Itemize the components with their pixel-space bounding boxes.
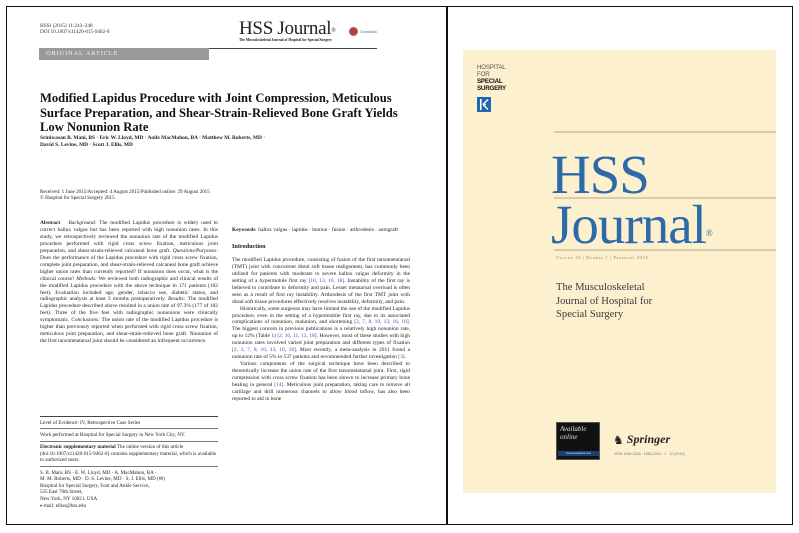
publication-history: Received: 1 June 2015/Accepted: 4 August 2015/Published online: 29 August 2015 © Hospital for Special Surgery 2015 — [40, 189, 210, 202]
cover-issue-info: Volume 10 | Number 1 | February 2014 — [556, 255, 649, 260]
supplementary-note: Electronic supplementary material The online version of this article (doi:10.1007/s11420-015-9462-8) contains supplementary material, which is available to authorized users. — [40, 444, 217, 464]
email-link[interactable]: e-mail: elliss@hss.edu — [40, 502, 87, 509]
footnotes — [40, 414, 218, 509]
citation-link[interactable]: [3] — [398, 354, 405, 361]
article-page — [7, 7, 446, 524]
hss-logo-text: HOSPITAL FOR SPECIAL SURGERY — [477, 64, 506, 92]
citation-link[interactable]: [14] — [274, 382, 284, 389]
header-rule — [207, 48, 377, 49]
crossmark-icon — [349, 27, 358, 36]
keywords: Keywords hallux valgus · lapidus · bunion · fusion · arthrodesis · autograft — [232, 227, 398, 233]
copyright: © Hospital for Special Surgery 2015 — [40, 195, 115, 202]
article-title: Modified Lapidus Procedure with Joint Compression, Meticulous Surface Preparation, and Shear-Strain-Relieved Bone Graft Yields Low Nonunion Rate — [40, 91, 398, 134]
citation-link[interactable]: [2, 10, 11, 13, 18] — [277, 333, 317, 340]
body-column — [232, 220, 410, 403]
intro-paragraph-1: The modified Lapidus procedure, consisting of fusion of the first tarsometatarsal (TMT) joint with concurrent distal soft tissue realignment, has commonly been utilized for patients with moderate to severe hallux valgus deformity in the setting of a hypermobile first ray [10, 13, 16, 18]. Instability of the first ray is believed to contribute to deformity and pain. Lesser metatarsal overload is often seen as a result of first ray instability. Arthrodesis of the first TMT joint with distal soft tissue procedures effectively resolves instability, deformity, and pain. — [232, 256, 410, 305]
article-meta — [40, 23, 110, 35]
journal-header — [239, 19, 336, 42]
citation-line: HSSJ (2015) 11:243–248 — [40, 23, 93, 29]
table-link[interactable]: 1 — [271, 333, 275, 340]
cover-rule — [554, 131, 776, 133]
panel-divider — [446, 6, 448, 525]
affiliations: S. B. Mani, BS · E. W. Lloyd, MD · A. MacMahon, BA · M. M. Roberts, MD · D. S. Levine, MD · S. J. Ellis, MD (✉) Hospital for Special Surgery, Foot and Ankle Service, 535 East 70th Street, New York, NY 10021, USA e-mail: elliss@hss.edu — [40, 470, 218, 510]
work-performed: Work performed at Hospital for Special Surgery in New York City, NY. — [40, 431, 186, 438]
available-online-badge: Available online www.springerlink.com — [556, 422, 600, 460]
level-of-evidence: Level of Evidence: IV, Retrospective Case Series — [40, 419, 141, 426]
journal-subtitle: The Musculoskeletal Journal of Hospital for Special Surgery — [239, 38, 332, 42]
journal-title: HSS Journal® — [239, 18, 336, 39]
citation-link[interactable]: [10, 13, 16, 18] — [308, 277, 345, 284]
springer-horse-icon: ♞ — [613, 432, 624, 447]
citation-link[interactable]: [2, 3, 7, 8, 10, 13, 16, 18] — [232, 347, 296, 354]
doi-line: DOI 10.1007/s11420-015-9462-8 — [40, 29, 110, 35]
journal-cover — [463, 50, 776, 493]
citation-link[interactable]: [2, 7, 8, 10, 13, 16, 18] — [354, 319, 409, 326]
cover-issn: ISSN 1556-3316 · 1556-3324 · 1 · 10 (2014) — [614, 452, 685, 456]
cover-title: HSS Journal® — [551, 144, 712, 255]
abstract: Abstract Background: The modified Lapidus procedure is widely used to correct hallux valgus but has been reported with high nonunion rates. In this study, we retrospectively reviewed the nonunion rate of the modified Lapidus procedure performed with rigid cross screw fixation, meticulous joint preparation, and shear-strain-relieved calcaneal bone graft. Questions/Purposes: Does the performance of the Lapidus procedure with rigid cross screw fixation, complete joint preparation, and shear-strain-relieved calcaneal bone graft achieve higher union rates than currently reported? If nonunion does occur, what is the clinical course? Methods: We reviewed both radiographic and clinical results of the modified Lapidus procedure with the above technique in 171 patients (182 feet). Evaluation included age, gender, tobacco use, diabetic status, and radiographic analysis at least 3 months postoperatively. Results: The modified Lapidus procedure described above resulted in a union rate of 97.3% (177 of 182 feet). Three of the five feet with radiographic nonunions were clinically symptomatic. Conclusions: The union rate of the modified Lapidus procedure is higher than previously reported when performed with rigid cross screw fixation, meticulous joint preparation, and shear-strain-relieved bone graft. Nonunion of the first tarsometatarsal joint should be considered an infrequent occurrence. — [40, 220, 219, 345]
hss-logo-icon — [477, 97, 491, 112]
crossmark-badge[interactable]: CrossMark — [349, 27, 377, 36]
intro-paragraph-3: Various components of the surgical technique have been described to theoretically increase the union rate of the first tarsometatarsal joint. First, rigid compression with cross screw fixation has been shown to increase primary bone healing in general [14]. Meticulous joint preparation, taking care to remove all cartilage and drill numerous channels to allow blood inflow, has also been reported to aid in bone — [232, 361, 410, 402]
springer-logo: ♞ Springer — [613, 432, 671, 447]
intro-paragraph-2: Historically, some surgeons may have limited the use of the modified Lapidus procedure, even in the setting of a hypermobile first ray, due to its associated complications of nonunion, malunion, and shortening [2, 7, 8, 10, 13, 16, 18]. The biggest concern in previous publications is a relatively high nonunion rate, up to 12% (Table 1) [2, 10, 11, 13, 18]. However, most of these studies with high nonunion rates involved varied joint preparation and different types of fixation [2, 3, 7, 8, 10, 13, 16, 18]. Most recently, a meta-analysis in 2011 found a nonunion rate of 5% in 537 patients and recommended further investigation [3]. — [232, 305, 411, 361]
introduction-heading: Introduction — [232, 242, 266, 250]
author-list: Sriniwasan B. Mani, BS · Eric W. Lloyd, MD · Aoife MacMahon, BA · Matthew M. Roberts, MD · David S. Levine, MD · Scott J. Ellis, MD — [40, 135, 266, 148]
section-label: ORIGINAL ARTICLE — [39, 48, 209, 60]
cover-tagline: The Musculoskeletal Journal of Hospital for Special Surgery — [556, 282, 653, 320]
